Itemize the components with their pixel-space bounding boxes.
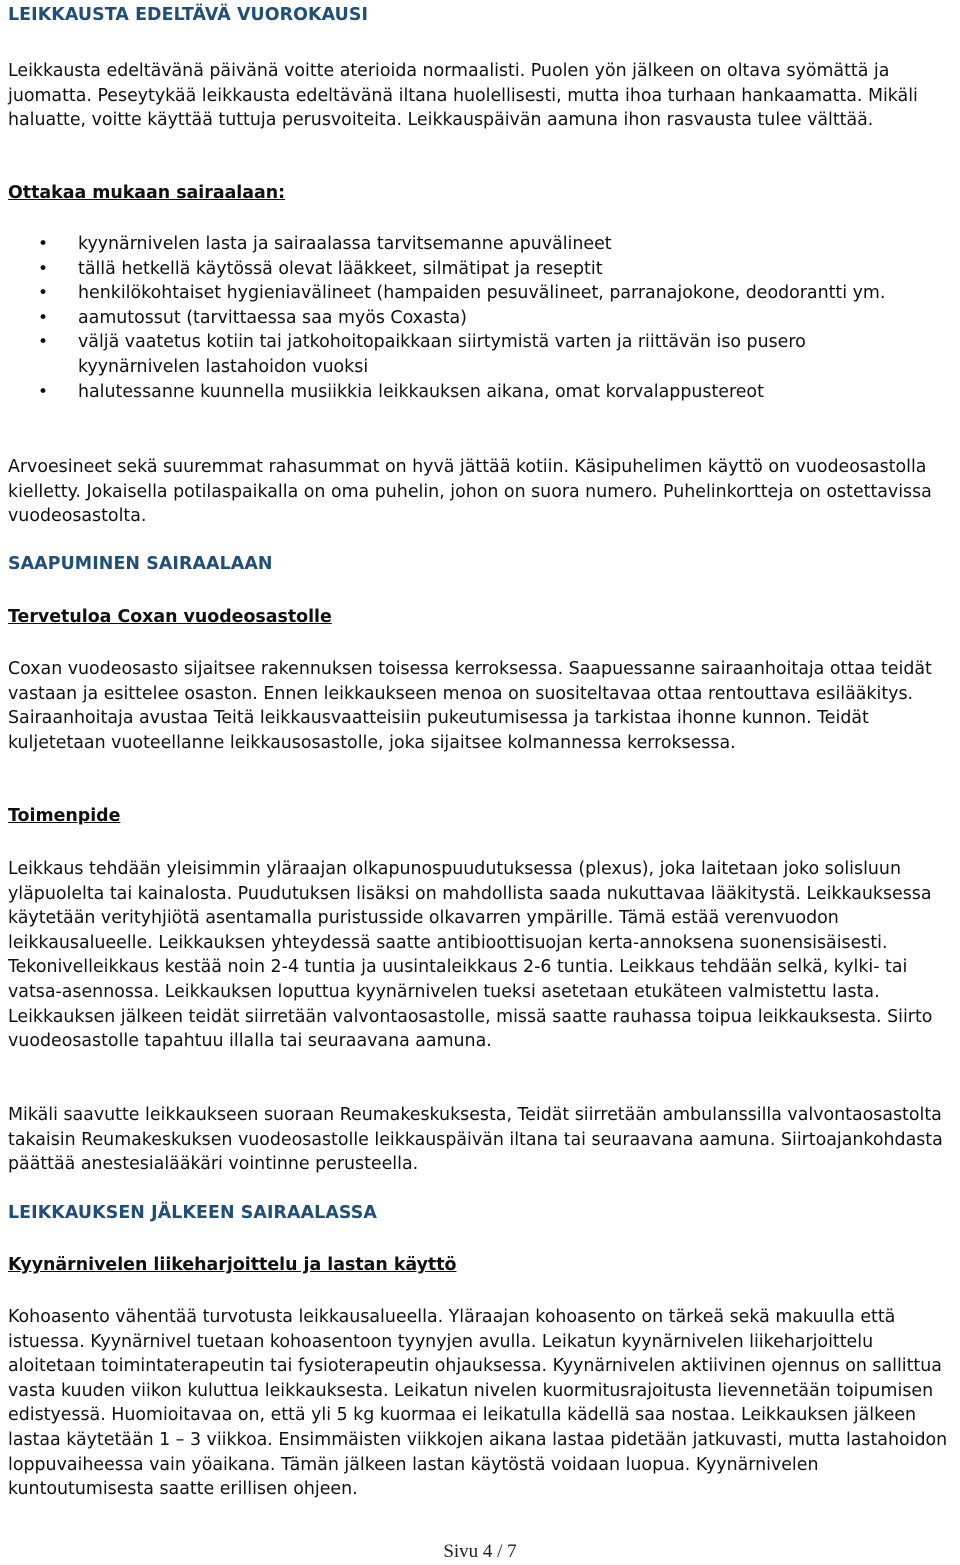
bring-items-heading: Ottakaa mukaan sairaalaan: [8,183,286,203]
procedure-heading: Toimenpide [8,806,121,826]
transfer-paragraph: Mikäli saavutte leikkaukseen suoraan Reumakeskuksesta, Teidät siirretään ambulanssilla valvontaosastolta takaisin Reumakeskuksen vuodeosastolle leikkauspäivän iltana tai seuraavana aamuna. Siirtoajankohdasta päättää anestesialääkäri vointinne perusteella. [8,1105,943,1175]
procedure-paragraph: Leikkaus tehdään yleisimmin yläraajan olkapunospuudutuksessa (plexus), joka laitetaan joko solisluun yläpuolelta tai kainalosta. Puudutuksen lisäksi on mahdollista saada nukuttavaa lääkitystä. Leikkauksessa käytetään verityhjiötä asentamalla puristusside olkavarren ympärille. Tämä estää verenvuodon leikkausalueelle. Leikkauksen yhteydessä saatte antibioottisuojan kerta-annoksena suonensisäisesti. Tekonivelleikkaus kestää noin 2-4 tuntia ja uusintaleikkaus 2-6 tuntia. Leikkaus tehdään selkä, kylki- tai vatsa-asennossa. Leikkauksen loputtua kyynärnivelen tueksi asetetaan etukäteen valmistettu lasta. Leikkauksen jälkeen teidät siirretään valvontaosastolle, missä saatte rauhassa toipua leikkauksesta. Siirto vuodeosastolle tapahtuu illalla tai seuraavana aamuna. [8,859,933,1052]
list-item: • tällä hetkellä käytössä olevat lääkkeet, silmätipat ja reseptit [0,257,958,282]
valuables-paragraph: Arvoesineet sekä suuremmat rahasummat on hyvä jättää kotiin. Käsipuhelimen käyttö on vuodeosastolla kielletty. Jokaisella potilaspaikalla on oma puhelin, johon on suora numero. Puhelinkortteja on ostettavissa vuodeosastolta. [8,457,932,527]
page-number: Sivu 4 / 7 [443,1541,517,1562]
welcome-heading: Tervetuloa Coxan vuodeosastolle [8,607,332,627]
section-heading-pre-op: LEIKKAUSTA EDELTÄVÄ VUOROKAUSI [8,5,369,25]
exercise-heading: Kyynärnivelen liikeharjoittelu ja lastan käyttö [8,1255,457,1275]
bring-items-list [0,232,958,404]
list-item: • henkilökohtaiset hygieniavälineet (hampaiden pesuvälineet, parranajokone, deodorantti ym. [0,281,958,306]
welcome-paragraph: Coxan vuodeosasto sijaitsee rakennuksen toisessa kerroksessa. Saapuessanne sairaanhoitaja ottaa teidät vastaan ja esittelee osaston. Ennen leikkaukseen menoa on suositeltavaa ottaa rentouttava esilääkitys. Sairaanhoitaja avustaa Teitä leikkausvaatteisiin pukeutumisessa ja tarkistaa ihonne kunnon. Teidät kuljetetaan vuoteellanne leikkausosastolle, joka sijaitsee kolmannessa kerroksessa. [8,659,932,753]
section-heading-arrival: SAAPUMINEN SAIRAALAAN [8,554,273,574]
list-item-continuation: kyynärnivelen lastahoidon vuoksi [78,356,369,377]
list-item: • aamutossut (tarvittaessa saa myös Coxasta) [0,306,958,331]
list-item: • kyynärnivelen lasta ja sairaalassa tarvitsemanne apuvälineet [0,232,958,257]
section-heading-after-surgery: LEIKKAUKSEN JÄLKEEN SAIRAALASSA [8,1203,377,1223]
list-item: • väljä vaatetus kotiin tai jatkohoitopaikkaan siirtymistä varten ja riittävän iso pusero [0,330,958,355]
pre-op-paragraph: Leikkausta edeltävänä päivänä voitte aterioida normaalisti. Puolen yön jälkeen on oltava syömättä ja juomatta. Peseytykää leikkausta edeltävänä iltana huolellisesti, mutta ihoa turhaan hankaamatta. Mikäli haluatte, voitte käyttää tuttuja perusvoiteita. Leikkauspäivän aamuna ihon rasvausta tulee välttää. [8,61,918,131]
list-item: • halutessanne kuunnella musiikkia leikkauksen aikana, omat korvalappustereot [0,380,958,405]
exercise-paragraph: Kohoasento vähentää turvotusta leikkausalueella. Yläraajan kohoasento on tärkeä sekä makuulla että istuessa. Kyynärnivel tuetaan kohoasentoon tyynyjen avulla. Leikatun kyynärnivelen liikeharjoittelu aloitetaan toimintaterapeutin tai fysioterapeutin ohjauksessa. Kyynärnivelen aktiivinen ojennus on sallittua vasta kuuden viikon kuluttua leikkauksesta. Leikatun nivelen kuormitusrajoitusta lievennetään toipumisen edistyessä. Huomioitavaa on, että yli 5 kg kuormaa ei leikatulla kädellä saa nostaa. Leikkauksen jälkeen lastaa käytetään 1 – 3 viikkoa. Ensimmäisten viikkojen aikana lastaa pidetään jatkuvasti, mutta lastahoidon loppuvaiheessa vain yöaikana. Tämän jälkeen lastan käytöstä voidaan luopua. Kyynärnivelen kuntoutumisesta saatte erillisen ohjeen. [8,1307,948,1500]
